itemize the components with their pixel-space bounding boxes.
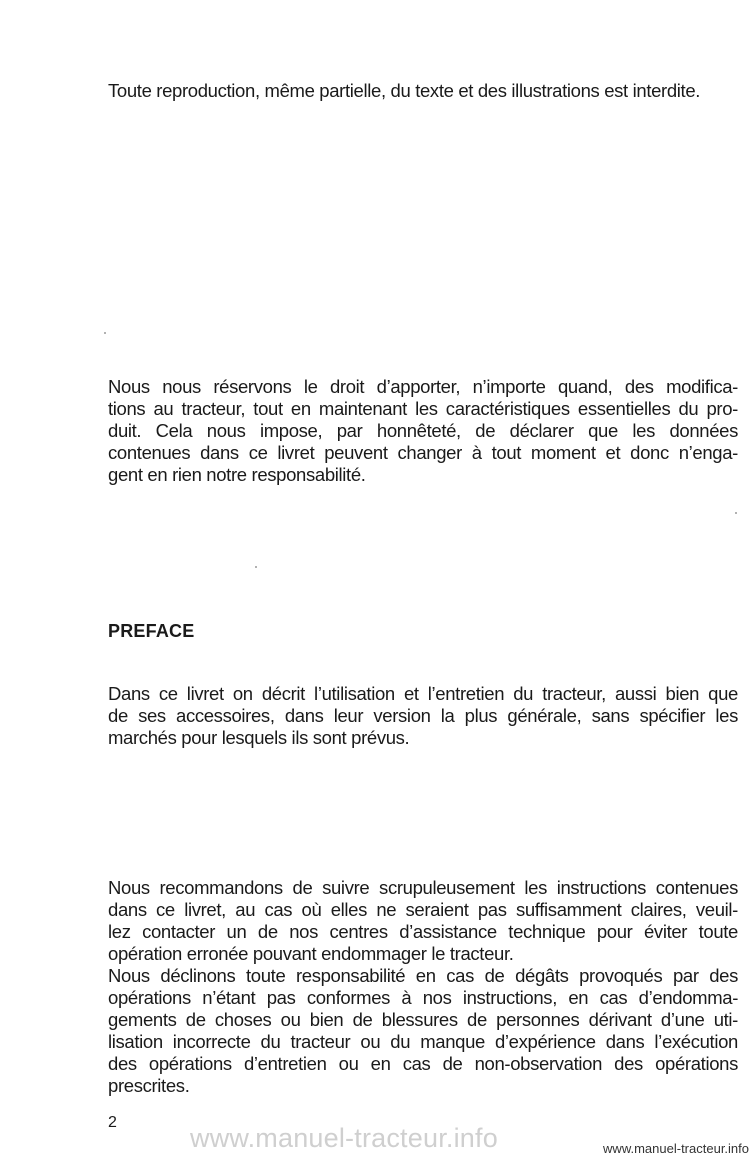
paragraph-line: gements de choses ou bien de blessures de personnes dérivant d’une uti- — [108, 1009, 738, 1030]
recommendation-paragraph — [108, 877, 738, 1097]
paragraph-line: opération erronée pouvant endommager le tracteur. — [108, 943, 514, 964]
paragraph-line: opérations n’étant pas conformes à nos instructions, en cas d’endomma- — [108, 987, 738, 1008]
paragraph-line: marchés pour lesquels ils sont prévus. — [108, 727, 410, 748]
scan-speck — [735, 512, 737, 514]
scan-speck — [255, 566, 257, 568]
preface-heading: PREFACE — [108, 621, 195, 641]
paragraph-line: tions au tracteur, tout en maintenant les caractéristiques essentielles du pro- — [108, 398, 738, 419]
paragraph-line: dans ce livret, au cas où elles ne seraient pas suffisamment claires, veuil- — [108, 899, 738, 920]
paragraph-line: duit. Cela nous impose, par honnêteté, de déclarer que les données — [108, 420, 738, 441]
paragraph-line: prescrites. — [108, 1075, 190, 1096]
page-number: 2 — [108, 1114, 117, 1131]
copyright-notice: Toute reproduction, même partielle, du texte et des illustrations est interdite. — [108, 80, 701, 101]
paragraph-line: lez contacter un de nos centres d’assistance technique pour éviter toute — [108, 921, 738, 942]
paragraph-line: gent en rien notre responsabilité. — [108, 464, 366, 485]
paragraph-line: Dans ce livret on décrit l’utilisation et l’entretien du tracteur, aussi bien que — [108, 683, 738, 704]
preface-paragraph — [108, 683, 738, 749]
watermark-center-link[interactable]: www.manuel-tracteur.info — [190, 1123, 498, 1153]
rights-paragraph — [108, 376, 738, 486]
scan-speck — [104, 332, 106, 334]
paragraph-line: des opérations d’entretien ou en cas de non-observation des opérations — [108, 1053, 738, 1074]
paragraph-line: de ses accessoires, dans leur version la plus générale, sans spécifier les — [108, 705, 738, 726]
paragraph-line: Nous nous réservons le droit d’apporter, n’importe quand, des modifica- — [108, 376, 738, 397]
paragraph-line: lisation incorrecte du tracteur ou du manque d’expérience dans l’exécution — [108, 1031, 738, 1052]
watermark-corner-link[interactable]: www.manuel-tracteur.info — [603, 1141, 749, 1156]
paragraph-line: contenues dans ce livret peuvent changer à tout moment et donc n’enga- — [108, 442, 738, 463]
paragraph-line: Nous recommandons de suivre scrupuleusement les instructions contenues — [108, 877, 738, 898]
paragraph-line: Nous déclinons toute responsabilité en cas de dégâts provoqués par des — [108, 965, 738, 986]
